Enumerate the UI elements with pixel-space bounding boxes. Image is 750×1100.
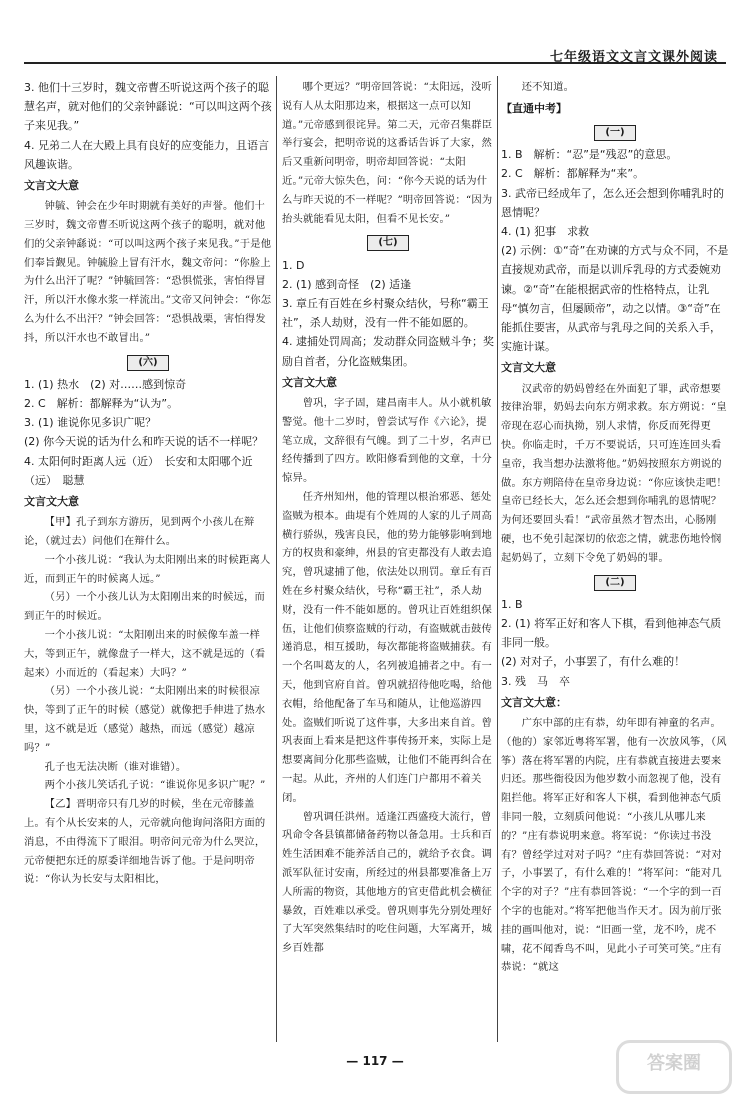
column-divider [497,76,498,1042]
answer-line: (2) 对对子，小事罢了，有什么难的！ [501,655,686,669]
translation-paragraph: 曾巩调任洪州。适逢江西盛疫大流行，曾巩命令各县镇都储备药物以备急用。士兵和百姓生活困难不能养活自己的，就给予衣食。调派军队征讨安南，所经过的州县都要准备上万人所需的物资，其他地方的官吏借此机会横征暴敛，百姓难以承受。曾巩则事先分别处理好了大军突然集结时的吃住问题，大军离开，城乡百姓都 [282,810,492,955]
watermark-logo: 答案圈 [616,1040,732,1094]
section-label: 文言文大意 [24,495,79,509]
column-divider [276,76,277,1042]
answer-line: 3. 章丘有百姓在乡村聚众结伙，号称“霸王社”，杀人劫财，没有一件不能如愿的。 [282,296,489,330]
translation-paragraph: 一个小孩儿说：“太阳刚出来的时候像车盖一样大，等到正午，就像盘子一样大，这不就是远的（看起来）小而近的（看起来）大吗？” [24,629,266,679]
translation-paragraph: 广东中部的庄有恭，幼年即有神童的名声。（他的）家邻近粤将军署，他有一次放风筝，（风筝）落在将军署的内院，庄有恭就直接进去要来归还。那些衙役因为他岁数小而忽视了他，没有阻拦他。将军正好和客人下棋，看到他神态气质非同一般，立刻质问他说：“小孩儿从哪儿来的？”庄有恭说明来意。将军说：“你读过书没有？曾经学过对对子吗？”庄有恭回答说：“对对子，小事罢了，有什么难的！”将军问：“能对几个字的对子？”庄有恭回答说：“一个字的到一百个字的也能对。”将军把他当作天才。因为前厅张挂的画叫他对，说：“旧画一堂，龙不吟，虎不啸，花不闻香鸟不叫，见此小子可笑可笑。”庄有恭说：“就这 [501,717,727,974]
answer-line: 1. D [282,258,305,272]
section-label: 文言文大意 [24,179,79,193]
section-heading [24,352,272,371]
answer-line: 3. 残 马 卒 [501,674,570,688]
answer-line: 2. (1) 感到奇怪 (2) 适逢 [282,277,412,291]
answer-line: 1. B [501,597,523,611]
page-header [24,22,726,64]
translation-paragraph: 还不知道。 [521,81,575,93]
section-marker: (二) [594,575,635,591]
translation-paragraph: 孔子也无法决断（谁对谁错）。 [44,760,187,773]
answer-line: (2) 示例：①“奇”在劝谏的方式与众不同，不是直接规劝武帝，而是以训斥乳母的方式委婉劝谏。②“奇”在能根据武帝的性格特点，让乳母“慎勿言，但屡顾帝”，动之以情。③“奇”在能抓住要害，从武帝与乳母之间的关系入手，实施计谋。 [501,244,729,354]
answer-line: 1. (1) 热水 (2) 对……感到惊奇 [24,377,187,391]
answer-line: 4. 兄弟二人在大殿上具有良好的应变能力，且语言风趣诙谐。 [24,138,269,171]
section-heading [282,232,494,251]
answer-line: 2. C 解析：都解释为“认为”。 [24,397,179,410]
answer-line: 4. 逮捕处罚周高；发动群众同盗贼斗争；奖励自首者，分化盗贼集团。 [282,335,494,368]
section-marker: (六) [127,355,168,371]
column-right [501,78,729,977]
section-label: 文言文大意： [501,695,567,709]
section-marker: (一) [594,125,635,141]
section-marker: (七) [367,235,408,251]
translation-paragraph: （另）一个小孩儿说：“太阳刚出来的时候很凉快，等到了正午的时候（感觉）就像把手伸进了热水里，这不就是近（感觉）越热，而远（感觉）越凉吗？” [24,685,266,754]
answer-line: 3. 他们十三岁时，魏文帝曹丕听说这两个孩子的聪慧名声，就对他们的父亲钟繇说：“可以叫这两个孩子来见我。” [24,81,272,133]
answer-line: 4. (1) 犯事 求救 [501,225,590,239]
section-heading [501,122,729,141]
answer-line: 3. 武帝已经成年了，怎么还会想到你哺乳时的恩情呢？ [501,186,724,219]
translation-paragraph: 任齐州知州，他的管理以根治邪恶、惩处盗贼为根本。曲堤有个姓周的人家的儿子周高横行骄纵，残害良民，他的势力能够影响到地方的权贵和豪绅，州县的官吏都没有人敢去追究，曾巩逮捕了他，依法处以刑罚。章丘有百姓在乡村聚众结伙，号称“霸王社”，杀人劫财，没有一件不能如愿的。曾巩让百姓组织保伍，让他们侦察盗贼的行动，有盗贼就击鼓传递消息，相互援助，每次都能将盗贼捕获。有一个名叫葛友的人，名列被追捕者之中。有一天，他到官府自首。曾巩就招待他吃喝，给他衣帽，给他配备了车马和随从，让他巡游四处。盗贼们听说了这件事，大多出来自首。曾巩表面上看来是把这件事传扬开来，实际上是想要离间分化那些盗贼，让他们不能再纠合在一起。从此，齐州的人们连门户都用不着关闭。 [282,490,492,804]
translation-paragraph: 哪个更远？”明帝回答说：“太阳远，没听说有人从太阳那边来，根据这一点可以知道。”元帝感到很诧异。第二天，元帝召集群臣举行宴会，把明帝说的这番话告诉了大家，然后又重新问明帝，明帝却回答说：“太阳近。”元帝大惊失色，问：“你今天说的话为什么与昨天说的不一样呢？”明帝回答说：“因为抬头就能看见太阳，但看不见长安。” [282,81,493,225]
answer-line: 2. (1) 将军正好和客人下棋，看到他神态气质非同一般。 [501,617,722,650]
translation-paragraph: 两个小孩儿笑话孔子说：“谁说你见多识广呢？” [44,779,266,792]
answer-line: 4. 太阳何时距离人远（近） 长安和太阳哪个近（远） 聪慧 [24,454,253,487]
column-left [24,78,272,889]
translation-paragraph: （另）一个小孩儿认为太阳刚出来的时候远，而到正午的时候近。 [24,591,266,623]
answer-line: (2) 你今天说的话为什么和昨天说的话不一样呢？ [24,435,264,449]
answer-line: 1. B 解析：“忍”是“残忍”的意思。 [501,148,678,162]
column-middle [282,78,494,958]
translation-paragraph: 钟毓、钟会在少年时期就有美好的声誉。他们十三岁时，魏文帝曹丕听说这两个孩子的聪明，就对他们的父亲钟繇说：“可以叫这两个孩子来见我。”于是他们奉旨觐见。钟毓脸上冒有汗水，魏文帝问：“你脸上为什么出汗了呢？”钟毓回答：“恐惧慌张，害怕得冒汗，所以汗水像水浆一样流出。”文帝又问钟会：“你怎么为什么不出汗？”钟会回答：“恐惧战栗，害怕得发抖，所以汗水也不敢冒出。” [24,200,272,344]
section-label: 文言文大意 [282,375,337,389]
section-label: 文言文大意 [501,361,556,375]
book-title: 七年级语文文言文课外阅读 [549,50,718,65]
translation-paragraph: 曾巩，字子固，建昌南丰人。从小就机敏警觉。他十二岁时，曾尝试写作《六论》，提笔立成，文辞很有气魄。到了二十岁，名声已经传播到了四方。欧阳修看到他的文章，十分惊异。 [282,397,492,485]
translation-paragraph: 一个小孩儿说：“我认为太阳刚出来的时候距离人近，而到正午的时候离人远。” [24,553,271,585]
section-heading [501,572,729,591]
translation-paragraph: 【甲】孔子到东方游历，见到两个小孩儿在辩论，（就过去）问他们在辩什么。 [24,516,255,548]
translation-paragraph: 【乙】晋明帝只有几岁的时候，坐在元帝膝盖上。有个从长安来的人，元帝就向他询问洛阳方面的消息，不由得流下了眼泪。明帝问元帝为什么哭泣，元帝便把东迁的原委详细地告诉了他。于是问明帝说：“你认为长安与太阳相比， [24,798,266,886]
translation-paragraph: 汉武帝的奶妈曾经在外面犯了罪，武帝想要按律治罪，奶妈去向东方朔求救。东方朔说：“皇帝现在忍心而执拗，别人求情，你反而死得更快。你临走时，千万不要说话，只可连连回头看皇帝，我当想办法激将他。”奶妈按照东方朔说的做。东方朔陪侍在皇帝身边说：“你应该快走吧！皇帝已经长大，怎么还会想到你哺乳的恩情呢？为何还要回头看！”武帝虽然才智杰出，心肠刚硬，也不免引起深切的依恋之情，就悲伤地怜悯起奶妈了，立刻下令免了奶妈的罪。 [501,382,727,564]
section-label: 【直通中考】 [501,101,567,115]
answer-line: 2. C 解析：都解释为“来”。 [501,167,645,181]
page-number: — 117 — [346,1054,404,1068]
answer-line: 3. (1) 谁说你见多识广呢？ [24,416,157,430]
